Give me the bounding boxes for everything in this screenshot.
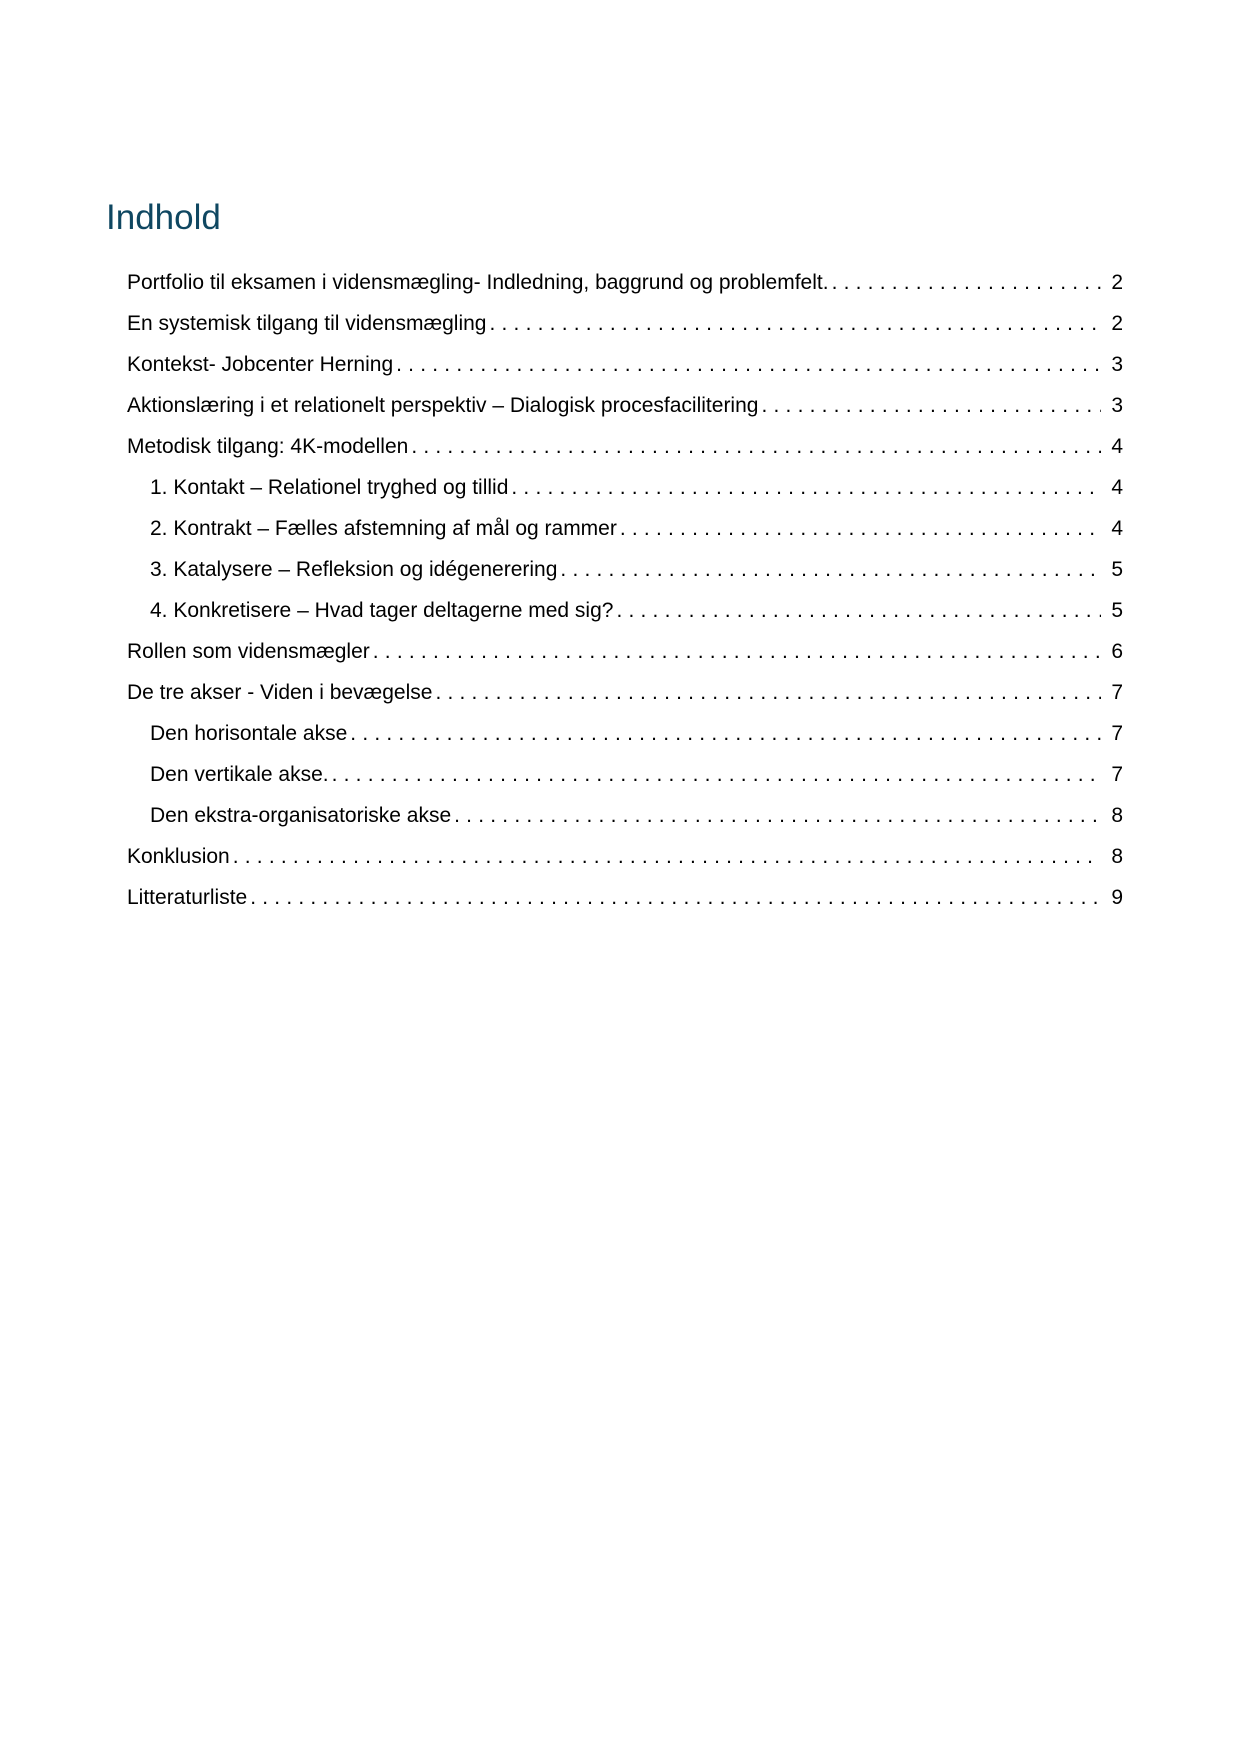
toc-dot-leader [620,508,1101,549]
toc-entry[interactable] [106,508,1123,549]
toc-entry-page-number: 5 [1111,558,1123,581]
toc-dot-leader [350,713,1101,754]
toc-dot-leader [435,672,1101,713]
toc-entry-page-number: 4 [1111,435,1123,458]
toc-entry[interactable] [106,303,1123,344]
toc-entry-page-number: 6 [1111,640,1123,663]
toc-entry-page-number: 9 [1111,886,1123,909]
toc-entry-page-number: 4 [1111,517,1123,540]
toc-entry-label: Den ekstra-organisatoriske akse [150,804,452,827]
toc-entry-page-number: 3 [1111,353,1123,376]
toc-entry-label: Metodisk tilgang: 4K-modellen [127,435,409,458]
toc-entry[interactable] [106,262,1123,303]
toc-entry-page-number: 7 [1111,681,1123,704]
toc-entry-label: 3. Katalysere – Refleksion og idégenerering [150,558,558,581]
toc-entry[interactable] [106,795,1123,836]
toc-dot-leader [454,795,1101,836]
toc-entry-page-number: 2 [1111,312,1123,335]
table-of-contents [106,262,1123,918]
toc-entry-page-number: 4 [1111,476,1123,499]
toc-entry-label: 2. Kontrakt – Fælles afstemning af mål og rammer [150,517,617,540]
toc-entry-label: En systemisk tilgang til vidensmægling [127,312,487,335]
toc-entry-page-number: 5 [1111,599,1123,622]
toc-entry[interactable] [106,385,1123,426]
toc-entry-page-number: 8 [1111,845,1123,868]
toc-entry-label: 1. Kontakt – Relationel tryghed og tillid [150,476,509,499]
toc-entry-label: Kontekst- Jobcenter Herning [127,353,394,376]
toc-heading: Indhold [106,198,221,237]
toc-entry-page-number: 8 [1111,804,1123,827]
toc-entry-label: Aktionslæring i et relationelt perspektiv – Dialogisk procesfacilitering [127,394,759,417]
toc-entry-page-number: 2 [1111,271,1123,294]
toc-entry-label: Den horisontale akse [150,722,348,745]
toc-dot-leader [761,385,1101,426]
toc-entry-page-number: 3 [1111,394,1123,417]
toc-entry-page-number: 7 [1111,722,1123,745]
toc-dot-leader [250,877,1101,918]
toc-entry[interactable] [106,426,1123,467]
toc-entry-label: Portfolio til eksamen i vidensmægling- Indledning, baggrund og problemfelt. [127,271,829,294]
toc-dot-leader [396,344,1101,385]
toc-dot-leader [832,262,1101,303]
toc-entry[interactable] [106,344,1123,385]
toc-dot-leader [233,836,1101,877]
toc-entry-label: De tre akser - Viden i bevægelse [127,681,433,704]
toc-dot-leader [411,426,1101,467]
toc-entry-label: Rollen som vidensmægler [127,640,370,663]
toc-entry[interactable] [106,631,1123,672]
toc-entry-label: Den vertikale akse. [150,763,329,786]
toc-entry[interactable] [106,877,1123,918]
toc-entry[interactable] [106,467,1123,508]
toc-entry[interactable] [106,672,1123,713]
toc-entry-label: Litteraturliste [127,886,248,909]
toc-dot-leader [332,754,1101,795]
toc-dot-leader [560,549,1101,590]
toc-entry[interactable] [106,549,1123,590]
toc-entry[interactable] [106,713,1123,754]
toc-entry[interactable] [106,754,1123,795]
toc-dot-leader [373,631,1101,672]
toc-entry-page-number: 7 [1111,763,1123,786]
toc-dot-leader [489,303,1101,344]
toc-entry[interactable] [106,836,1123,877]
toc-entry-label: 4. Konkretisere – Hvad tager deltagerne med sig? [150,599,614,622]
toc-dot-leader [616,590,1101,631]
toc-entry-label: Konklusion [127,845,230,868]
toc-entry[interactable] [106,590,1123,631]
toc-dot-leader [511,467,1101,508]
